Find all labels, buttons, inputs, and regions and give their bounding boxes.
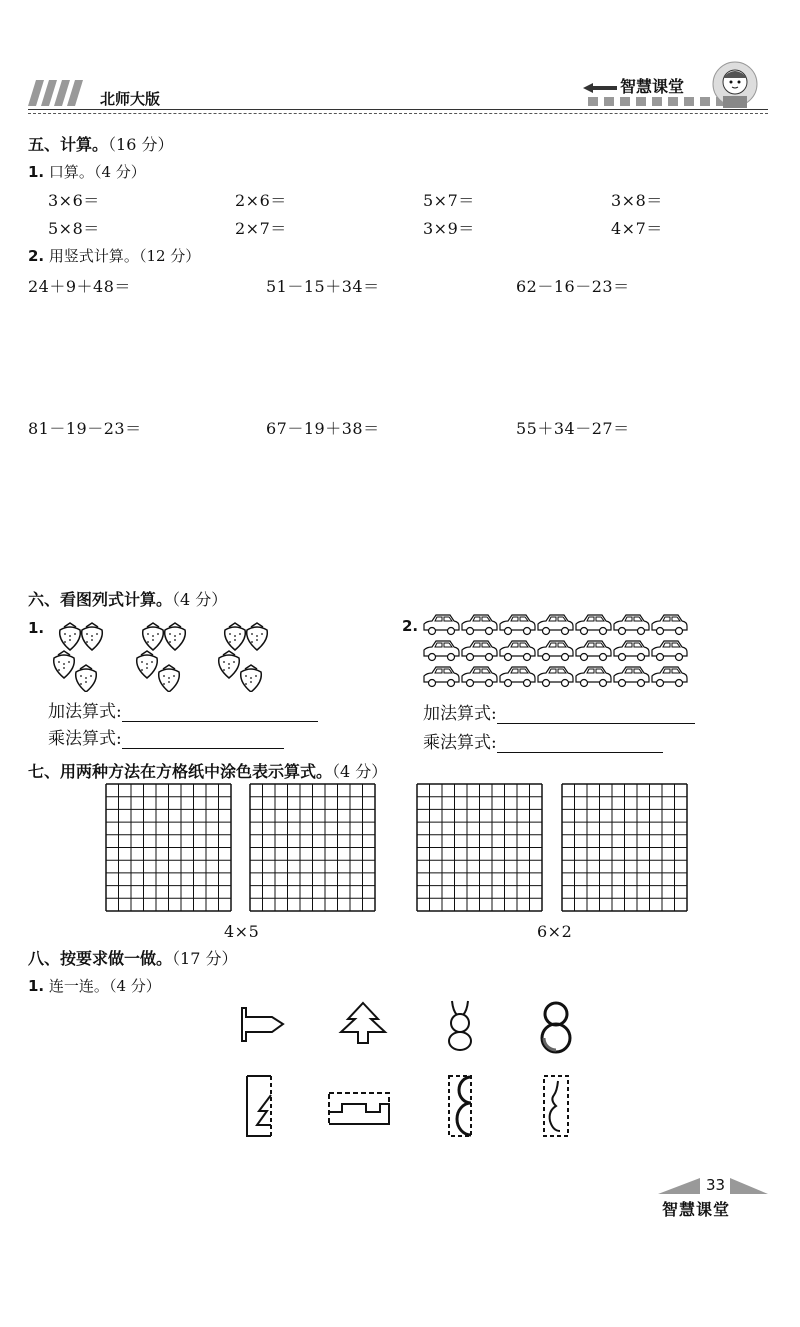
car-icon xyxy=(614,615,649,635)
q1-addition-answer-line[interactable] xyxy=(122,703,318,722)
strawberry-icon xyxy=(54,651,75,678)
car-icon xyxy=(424,615,459,635)
strawberry-icon xyxy=(247,623,268,650)
q1-addition-row: 加法算式: xyxy=(48,697,318,722)
section-6-q1-number: 1. xyxy=(28,619,45,637)
strawberry-icon xyxy=(219,651,240,678)
arrow-left-icon xyxy=(583,83,617,93)
grid-paper-1[interactable] xyxy=(105,783,232,912)
strawberry-icon xyxy=(76,665,97,692)
tool-shape-icon[interactable] xyxy=(238,1005,286,1043)
car-icon xyxy=(652,615,687,635)
strawberry-icon xyxy=(241,665,262,692)
oral-calc-2: 2×6＝ xyxy=(235,191,287,210)
grid-paper-2[interactable] xyxy=(249,783,376,912)
car-array-figure xyxy=(422,612,694,692)
vertical-calc-2: 51－15＋34＝ xyxy=(266,277,380,296)
car-icon xyxy=(500,667,535,687)
car-icon xyxy=(576,641,611,661)
car-icon xyxy=(538,667,573,687)
header-rule-dashed xyxy=(28,113,768,114)
header-rule xyxy=(28,109,768,110)
strawberry-icon xyxy=(143,623,164,650)
header-stripes-decoration xyxy=(28,80,88,106)
half-eight-shape[interactable] xyxy=(445,1073,475,1139)
oral-calc-8: 4×7＝ xyxy=(611,219,663,238)
oral-calc-7: 3×9＝ xyxy=(423,219,475,238)
oral-calc-5: 5×8＝ xyxy=(48,219,100,238)
q2-multiplication-answer-line[interactable] xyxy=(497,734,663,753)
page-number: 33 xyxy=(706,1176,726,1194)
section-6-title: 六、看图列式计算。（4 分） xyxy=(28,590,228,609)
grid-paper-3[interactable] xyxy=(416,783,543,912)
oral-calc-3: 5×7＝ xyxy=(423,191,475,210)
car-icon xyxy=(614,641,649,661)
vertical-calc-3: 62－16－23＝ xyxy=(516,277,630,296)
car-icon xyxy=(462,667,497,687)
oral-calc-1: 3×6＝ xyxy=(48,191,100,210)
car-icon xyxy=(652,667,687,687)
half-insect-shape[interactable] xyxy=(540,1073,572,1139)
half-tree-shape[interactable] xyxy=(326,1090,392,1128)
grid-paper-4[interactable] xyxy=(561,783,688,912)
vertical-calc-5: 67－19＋38＝ xyxy=(266,419,380,438)
car-icon xyxy=(538,641,573,661)
car-icon xyxy=(424,641,459,661)
vertical-calc-1: 24＋9＋48＝ xyxy=(28,277,131,296)
car-icon xyxy=(576,667,611,687)
car-icon xyxy=(576,615,611,635)
strawberry-groups-figure xyxy=(40,612,290,692)
section-5-title: 五、计算。（16 分） xyxy=(28,135,174,154)
section-8-title: 八、按要求做一做。（17 分） xyxy=(28,949,238,968)
strawberry-icon xyxy=(82,623,103,650)
car-icon xyxy=(652,641,687,661)
insect-shape-icon[interactable] xyxy=(440,998,480,1054)
q1-multiplication-row: 乘法算式: xyxy=(48,724,284,749)
edition-label: 北师大版 xyxy=(100,90,161,108)
number-eight-icon[interactable] xyxy=(538,1000,574,1054)
q2-multiplication-row: 乘法算式: xyxy=(423,728,663,753)
section-8-q1: 1. 连一连。（4 分） xyxy=(28,977,161,995)
car-icon xyxy=(462,615,497,635)
car-icon xyxy=(538,615,573,635)
car-icon xyxy=(462,641,497,661)
section-5-q2: 2. 用竖式计算。（12 分） xyxy=(28,247,201,265)
oral-calc-4: 3×8＝ xyxy=(611,191,663,210)
grid-caption-4x5: 4×5 xyxy=(224,922,260,941)
strawberry-icon xyxy=(225,623,246,650)
strawberry-icon xyxy=(137,651,158,678)
car-icon xyxy=(500,615,535,635)
q1-multiplication-answer-line[interactable] xyxy=(122,730,284,749)
grid-caption-6x2: 6×2 xyxy=(537,922,573,941)
girl-mascot-icon xyxy=(705,60,765,110)
car-icon xyxy=(614,667,649,687)
vertical-calc-6: 55＋34－27＝ xyxy=(516,419,630,438)
vertical-calc-4: 81－19－23＝ xyxy=(28,419,142,438)
half-tool-shape[interactable] xyxy=(243,1073,277,1139)
strawberry-icon xyxy=(165,623,186,650)
section-6-q2-number: 2. xyxy=(402,617,419,635)
q2-addition-row: 加法算式: xyxy=(423,699,695,724)
q2-addition-answer-line[interactable] xyxy=(497,705,695,724)
strawberry-icon xyxy=(60,623,81,650)
car-icon xyxy=(424,667,459,687)
oral-calc-6: 2×7＝ xyxy=(235,219,287,238)
tree-shape-icon[interactable] xyxy=(338,1000,388,1046)
section-7-title: 七、用两种方法在方格纸中涂色表示算式。（4 分） xyxy=(28,762,388,781)
header-brand: 智慧课堂 xyxy=(620,77,685,96)
footer-brand: 智慧课堂 xyxy=(662,1200,731,1219)
section-5-q1: 1. 口算。（4 分） xyxy=(28,163,146,181)
strawberry-icon xyxy=(159,665,180,692)
car-icon xyxy=(500,641,535,661)
